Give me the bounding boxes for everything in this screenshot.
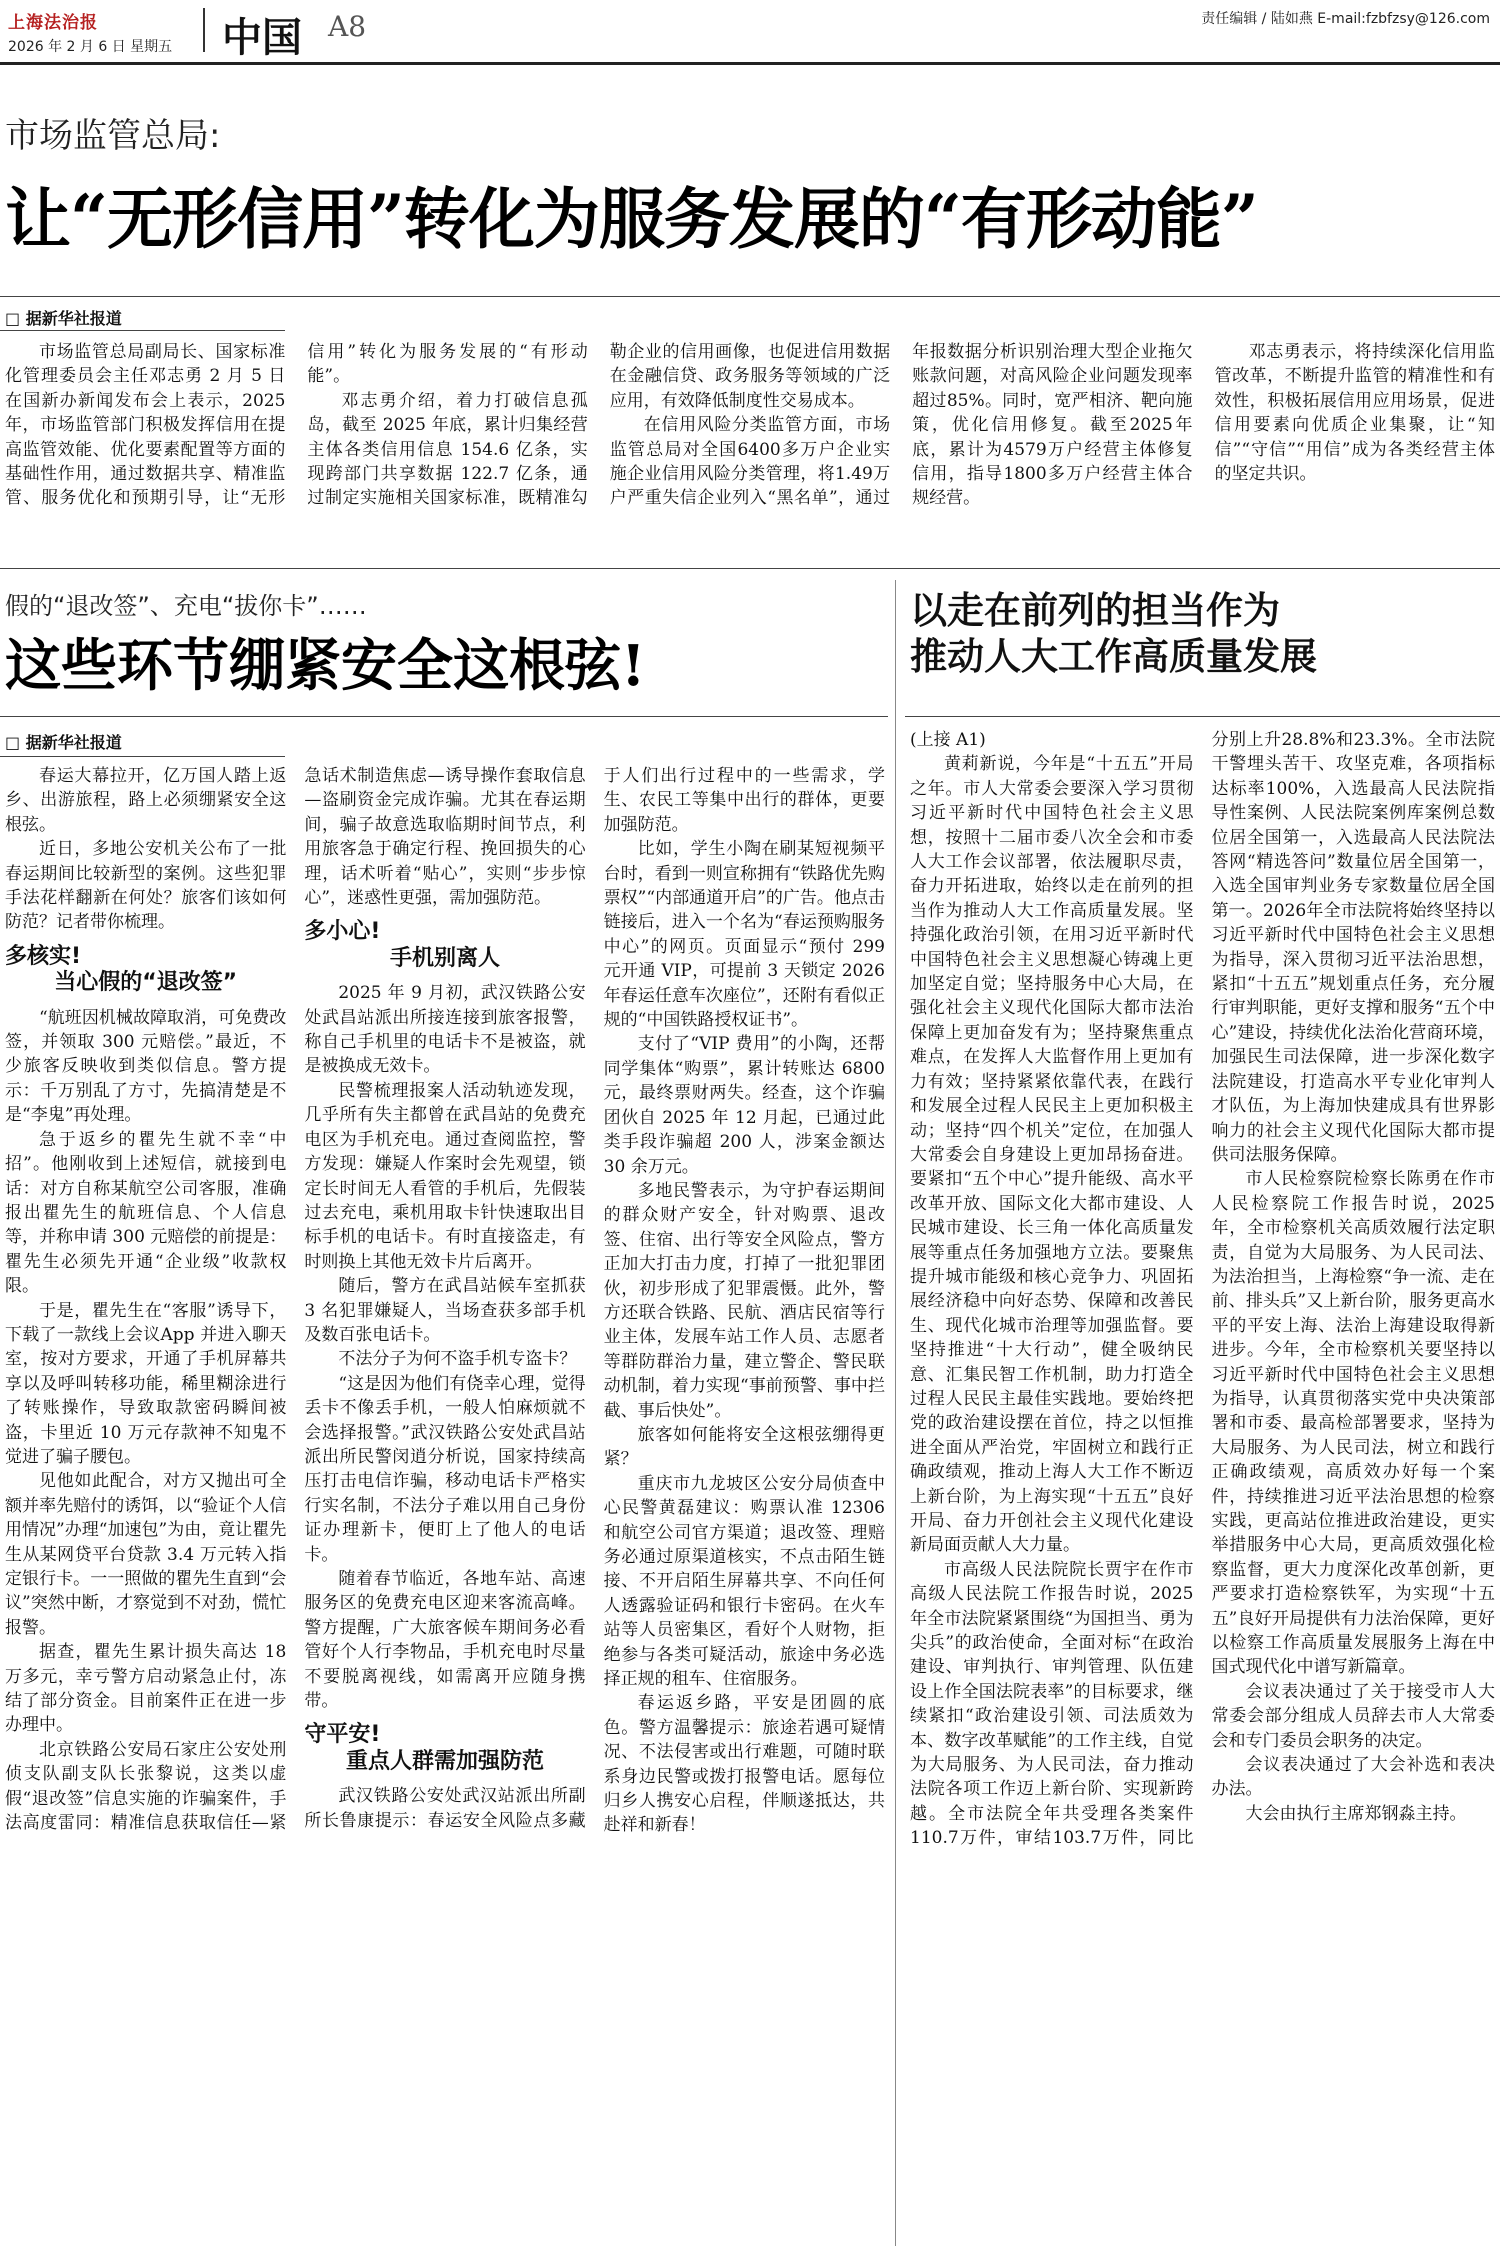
article2-source-rule [0,756,285,757]
article2-paragraph: 不法分子为何不盗手机专盗卡？ [338,1349,577,1370]
article2-body [5,764,885,2246]
article2-headline: 这些环节绷紧安全这根弦! [5,633,646,699]
newspaper-logo: 上海法治报 [8,13,98,33]
article3-paragraph: 会议表决通过了关于接受市人大常委会部分组成人员辞去市人大常委会和专门委员会职务的决定。 [1211,1681,1495,1751]
article3-paragraph: 会议表决通过了大会补选和表决办法。 [1211,1755,1495,1800]
article1-bottom-rule [0,568,1500,569]
article1-paragraph: 在信用风险分类监管方面，市场监管总局对全国6400多万户企业实施企业信用风险分类管理，将1.49万户严重失信企业列入“黑名单”，通过年报数据分析识别治理大型企业拖欠账款问题，对高风险企业问题发现率超过85%。同时，宽严相济、靶向施策，优化信用修复。截至2025年底，累计为4579万户经营主体修复信用，指导1800多万户经营主体合规经营。 [609,342,1193,509]
article3-paragraph: 市高级人民法院院长贾宇在作市高级人民法院工作报告时说，2025 年全市法院紧紧围绕“为国担当、勇为尖兵”的政治使命，全面对标“在政治建设、审判执行、审判管理、队伍建设上作全国法院表率”的目标要求，继续紧扣“政治建设引领、司法质效为本、数字改革赋能”的工作主线，自觉为大局服务、为人民司法，奋力推动法院各项工作迈上新台阶、实现新跨越。全市法院全年共受理各类案件 110.7万件，审结103.7万件，同比分别上升28.8%和23.3%。全市法院干警埋头苦干、攻坚克难，各项指标达标率100%，入选最高人民法院指导性案例、人民法院案例库案例总数位居全国第一，入选最高人民法院法答网“精选答问”数量位居全国第一，入选全国审判业务专家数量位居全国第一。2026年全市法院将始终坚持以习近平新时代中国特色社会主义思想为指导，深入贯彻习近平法治思想，紧扣“十五五”规划重点任务，充分履行审判职能，更好支撑和服务“五个中心”建设，持续优化法治化营商环境，加强民生司法保障，进一步深化数字法院建设，打造高水平专业化审判人才队伍，为上海加快建成具有世界影响力的社会主义现代化国际大都市提供司法服务保障。 [910,730,1495,1849]
masthead [0,0,1500,62]
article2-section1-subtitle: 当心假的“退改签” [54,970,238,996]
article2-top-rule [0,716,888,717]
page-number: A8 [328,10,367,43]
article2-section2-subtitle: 手机别离人 [389,945,500,971]
article2-paragraph: 急于返乡的瞿先生就不幸“中招”。他刚收到上述短信，就接到电话：对方自称某航空公司客服，准确报出瞿先生的航班信息、个人信息等，并称申请 300 元赔偿的前提是：瞿先生必须先开通“企业级”收款权限。 [5,1129,287,1297]
article3-top-rule [905,716,1500,717]
article2-paragraph: 北京铁路公安局石家庄公安处刑侦支队副支队长张黎说，这类以虚假“退改签”信息实施的诈骗案件，手法高度雷同：精准信息获取信任—紧急话术制造焦虑—诱导操作套取信息—盗刷资金完成诈骗。尤其在春运期间，骗子故意选取临期时间节点，利用旅客急于确定行程、挽回损失的心理，话术听着“贴心”，实则“步步惊心”，迷惑性更强，需加强防范。 [5,766,586,1834]
article3-headline [910,588,1317,680]
article2-paragraph: 随着春节临近，各地车站、高速服务区的免费充电区迎来客流高峰。警方提醒，广大旅客候车期间务必看管好个人行李物品，手机充电时尽量不要脱离视线，如需离开应随身携带。 [304,1569,586,1712]
article2-paragraph: 重庆市九龙坡区公安分局侦查中心民警黄磊建议：购票认准 12306 和航空公司官方渠道；退改签、理赔务必通过原渠道核实，不点击陌生链接、不开启陌生屏幕共享、不向任何人透露验证码和银行卡密码。在火车站等人员密集区，看好个人财物，拒绝参与各类可疑活动，旅途中务必选择正规的租车、住宿服务。 [603,1473,885,1690]
editor-credit: 责任编辑 / 陆如燕 E-mail:fzbfzsy@126.com [1201,11,1490,27]
article2-paragraph: 近日，多地公安机关公布了一批春运期间比较新型的案例。这些犯罪手法花样翻新在何处？旅客们该如何防范？记者带你梳理。 [5,839,287,933]
article2-paragraph: “航班因机械故障取消，可免费改签，并领取 300 元赔偿。”最近，不少旅客反映收到类似信息。警方提示：千万别乱了方寸，先搞清楚是不是“李鬼”再处理。 [5,1007,287,1126]
article3-paragraph: 市人民检察院检察长陈勇在作市人民检察院工作报告时说，2025 年，全市检察机关高质效履行法定职责，自觉为大局服务、为人民司法、为法治担当，上海检察“争一流、走在前、排头兵”又上新台阶，服务更高水平的平安上海、法治上海建设取得新进步。今年，全市检察机关要坚持以习近平新时代中国特色社会主义思想为指导，认真贯彻落实党中央决策部署和市委、最高检部署要求，坚持为大局服务、为人民司法，树立和践行正确政绩观，高质效办好每一个案件，持续推进习近平法治思想的检察实践，更高站位推进政治建设，更实举措服务中心大局，更高质效强化检察监督，更大力度深化改革创新，更严要求打造检察铁军，为实现“十五五”良好开局提供有力法治保障，更好以检察工作高质量发展服务上海在中国式现代化中谱写新篇章。 [1211,1169,1495,1678]
article2-paragraph: 见他如此配合，对方又抛出可全额并率先赔付的诱饵，以“验证个人信用情况”办理“加速包”为由，竟让瞿先生从某网贷平台贷款 3.4 万元转入指定银行卡。一一照做的瞿先生直到“会议”突然中断，才察觉到不对劲，慌忙报警。 [5,1471,287,1638]
article1-paragraph: 邓志勇表示，将持续深化信用监管改革，不断提升监管的精准性和有效性，积极拓展信用应用场景，促进信用要素向优质企业集聚，让“知信”“守信”“用信”成为各类经营主体的坚定共识。 [1214,342,1495,485]
section-name: 中国 [222,15,302,61]
article1-headline: 让“无形信用”转化为服务发展的“有形动能” [5,180,1258,258]
article3-headline-line: 推动人大工作高质量发展 [910,635,1317,678]
article2-paragraph: 旅客如何能将安全这根弦绷得更紧？ [603,1424,885,1470]
article2-section3-subtitle: 重点人群需加强防范 [345,1748,544,1774]
column-divider [895,580,896,2246]
article3-paragraph: 大会由执行主席郑钢淼主持。 [1245,1803,1467,1824]
article2-paragraph: 民警梳理报案人活动轨迹发现，几乎所有失主都曾在武昌站的免费充电区为手机充电。通过查阅监控，警方发现：嫌疑人作案时会先观望，锁定长时间无人看管的手机后，先假装过去充电，乘机用取卡针快速取出目标手机的电话卡。有时直接盗走，有时则换上其他无效卡片后离开。 [304,1080,586,1272]
article2-paragraph: 于是，瞿先生在“客服”诱导下，下载了一款线上会议App 并进入聊天室，按对方要求，开通了手机屏幕共享以及呼叫转移功能，稀里糊涂进行了转账操作，导致取款密码瞬间被盗，卡里近 10 万元存款神不知鬼不觉进了骗子腰包。 [5,1300,287,1467]
masthead-divider [203,8,205,52]
article2-section1-title: 多核实! [5,943,82,969]
article1-body [5,340,1495,548]
article1-top-rule [0,296,1500,297]
article3-continued: (上接 A1) [910,730,986,750]
article2-paragraph: 多地民警表示，为守护春运期间的群众财产安全，针对购票、退改签、住宿、出行等安全风险点，警方正加大打击力度，打掉了一批犯罪团伙，初步形成了犯罪震慑。此外，警方还联合铁路、民航、酒店民宿等行业主体，发展车站工作人员、志愿者等群防群治力量，建立警企、警民联动机制，着力实现“事前预警、事中拦截、事后快处”。 [603,1180,885,1421]
article2-paragraph: 支付了“VIP 费用”的小陶，还帮同学集体“购票”，累计转账达 6800 元，最终票财两失。经查，这个诈骗团伙自 2025 年 12 月起，已通过此类手段诈骗超 200 人，涉案金额达 30 余万元。 [603,1034,885,1177]
article3-headline-line: 以走在前列的担当作为 [910,589,1280,632]
article2-paragraph: 据查，瞿先生累计损失高达 18 万多元，幸亏警方启动紧急止付，冻结了部分资金。目前案件正在进一步办理中。 [5,1642,287,1736]
masthead-rule [0,62,1500,65]
article2-paragraph: 随后，警方在武昌站候车室抓获 3 名犯罪嫌疑人，当场查获多部手机及数百张电话卡。 [304,1276,586,1345]
article2-paragraph: 春运大幕拉开，亿万国人踏上返乡、出游旅程，路上必须绷紧安全这根弦。 [5,766,287,835]
article2-section3-title: 守平安! [304,1722,381,1748]
article1-source-rule [0,330,285,331]
article2-paragraph: 比如，学生小陶在刷某短视频平台时，看到一则宣称拥有“铁路优先购票权”“内部通道开启”的广告。他点击链接后，进入一个名为“春运预购服务中心”的网页。页面显示“预付 299 元开通 VIP，可提前 3 天锁定 2026 年春运任意车次座位”，还附有看似正规的“中国铁路授权证书”。 [603,839,885,1031]
article1-kicker: 市场监管总局: [5,116,221,156]
article2-source: □ 据新华社报道 [5,733,122,752]
article1-source: □ 据新华社报道 [5,309,122,328]
article2-paragraph: 武汉铁路公安处武汉站派出所副所长鲁康提示：春运安全风险点多藏于人们出行过程中的一些需求，学生、农民工等集中出行的群体，更要加强防范。 [304,766,885,1831]
article2-paragraph: 春运返乡路，平安是团圆的底色。警方温馨提示：旅途若遇可疑情况、不法侵害或出行难题，可随时联系身边民警或拨打报警电话。愿每位归乡人携安心启程，伴顺遂抵达，共赴祥和新春！ [603,1693,885,1836]
article2-paragraph: “这是因为他们有侥幸心理，觉得丢卡不像丢手机，一般人怕麻烦就不会选择报警。”武汉铁路公安处武昌站派出所民警闵逍分析说，国家持续高压打击电信诈骗，移动电话卡严格实行实名制，不法分子难以用自己身份证办理新卡，便盯上了他人的电话卡。 [304,1373,586,1565]
article1-paragraph: 市场监管总局副局长、国家标准化管理委员会主任邓志勇 2 月 5 日在国新办新闻发布会上表示，2025 年，市场监管部门积极发挥信用在提高监管效能、优化要素配置等方面的基础性作用，通过数据共享、精准监管、服务优化和预期引导，让“无形信用”转化为服务发展的“有形动能”。 [5,342,588,509]
article3-paragraph: 黄莉新说，今年是“十五五”开局之年。市人大常委会要深入学习贯彻习近平新时代中国特色社会主义思想，按照十二届市委八次全会和市委人大工作会议部署，依法履职尽责，奋力开拓进取，始终以走在前列的担当作为推动人大工作高质量发展。坚持强化政治引领，在用习近平新时代中国特色社会主义思想凝心铸魂上更加坚定自觉；坚持服务中心大局，在强化社会主义现代化国际大都市法治保障上更加奋发有为；坚持聚焦重点难点，在发挥人大监督作用上更加有力有效；坚持紧紧依靠代表，在践行和发展全过程人民民主上更加积极主动；坚持“四个机关”定位，在加强人大常委会自身建设上更加昂扬奋进。要紧扣“五个中心”提升能级、高水平改革开放、国际文化大都市建设、人民城市建设、长三角一体化高质量发展等重点任务加强地方立法。要聚焦提升城市能级和核心竞争力、巩固拓展经济稳中向好态势、保障和改善民生、现代化城市治理等加强监督。要坚持推进“十大行动”，健全吸纳民意、汇集民智工作机制，助力打造全过程人民民主最佳实践地。要始终把党的政治建设摆在首位，持之以恒推进全面从严治党，牢固树立和践行正确政绩观，推动上海人大工作不断迈上新台阶，为上海实现“十五五”良好开局、奋力开创社会主义现代化建设新局面贡献人大力量。 [910,754,1194,1556]
article2-paragraph: 2025 年 9 月初，武汉铁路公安处武昌站派出所接连接到旅客报警，称自己手机里的电话卡不是被盗，就是被换成无效卡。 [304,983,586,1077]
issue-date: 2026 年 2 月 6 日 星期五 [8,39,173,55]
article1-paragraph: 邓志勇介绍，着力打破信息孤岛，截至 2025 年底，累计归集经营主体各类信用信息 154.6 亿条，实现跨部门共享数据 122.7 亿条，通过制定实施相关国家标准，既精准勾勒企业的信用画像，也促进信用数据在金融信贷、政务服务等领域的广泛应用，有效降低制度性交易成本。 [307,342,891,509]
article3-body [910,728,1495,2246]
article2-section2-title: 多小心! [304,919,381,945]
article2-kicker: 假的“退改签”、充电“拔你卡”…… [5,592,367,620]
